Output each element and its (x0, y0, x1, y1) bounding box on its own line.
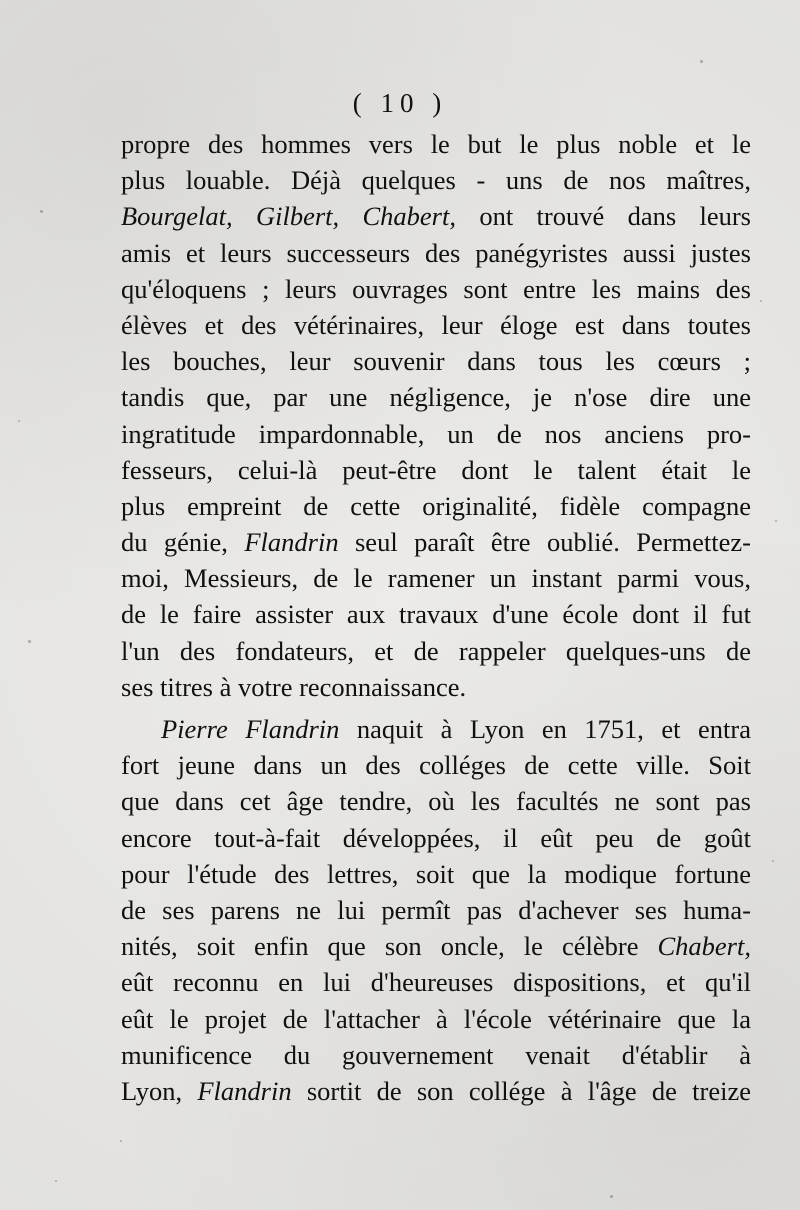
text-segment: naquit à Lyon en 1751, et entra (339, 714, 751, 744)
text-line (121, 271, 751, 307)
text-line (121, 162, 751, 198)
italic-text: Flandrin (197, 1075, 292, 1106)
text-segment: plus empreint de cette originalité, fidèle compagne (121, 490, 751, 521)
text-segment: ingratitude impardonnable, un de nos anciens pro- (121, 418, 751, 449)
text-line (121, 343, 751, 379)
italic-text: Pierre Flandrin (161, 714, 340, 744)
page-number: ( 10 ) (352, 88, 448, 118)
text-segment: eût reconnu en lui d'heureuses dispositions, et qu'il (121, 967, 751, 998)
text-segment: qu'éloquens ; leurs ouvrages sont entre les mains des (121, 273, 751, 304)
text-line (121, 892, 751, 928)
text-segment: de ses parens ne lui permît pas d'achever ses huma- (121, 894, 751, 925)
paper-speck (40, 210, 43, 213)
text-line (121, 560, 751, 596)
text-segment: ses titres à votre reconnaissance. (121, 671, 467, 702)
text-line (121, 928, 751, 964)
text-line (121, 783, 751, 819)
text-segment: seul paraît être oublié. Permettez- (338, 527, 752, 558)
italic-text: Chabert, (657, 931, 751, 962)
text-line (121, 964, 751, 1000)
text-line (121, 1001, 751, 1037)
text-segment: sortit de son collége à l'âge de treize (291, 1075, 751, 1106)
text-line (121, 633, 751, 669)
text-line (121, 669, 751, 705)
text-line (121, 379, 751, 415)
text-segment: tandis que, par une négligence, je n'ose dire une (121, 382, 751, 413)
text-segment: pour l'étude des lettres, soit que la modique fortune (121, 858, 751, 889)
paper-speck (772, 860, 774, 862)
text-line (121, 747, 751, 783)
text-line (121, 488, 751, 524)
text-line (121, 198, 751, 234)
italic-text: Bourgelat, Gilbert, Chabert, (121, 201, 456, 232)
text-segment: les bouches, leur souvenir dans tous les cœurs ; (121, 346, 751, 377)
text-line (121, 235, 751, 271)
text-line (121, 126, 751, 162)
text-segment: encore tout-à-fait développées, il eût peu de goût (121, 822, 751, 853)
text-segment: l'un des fondateurs, et de rappeler quelques-uns de (121, 635, 751, 666)
text-segment: fort jeune dans un des colléges de cette ville. Soit (121, 750, 751, 781)
paper-speck (700, 60, 703, 63)
text-segment: moi, Messieurs, de le ramener un instant parmi vous, (121, 563, 751, 594)
paper-speck (610, 1195, 613, 1198)
paper-speck (28, 640, 31, 643)
paper-speck (760, 300, 762, 302)
text-segment: fesseurs, celui-là peut-être dont le talent était le (121, 454, 751, 485)
text-segment: Lyon, (121, 1075, 198, 1106)
text-segment: du génie, (121, 527, 245, 558)
text-line (121, 1073, 751, 1109)
text-line (121, 856, 751, 892)
text-segment: propre des hommes vers le but le plus noble et le (121, 129, 751, 159)
text-line (121, 307, 751, 343)
text-line (121, 820, 751, 856)
text-segment: nités, soit enfin que son oncle, le célèbre (121, 931, 658, 962)
text-segment: eût le projet de l'attacher à l'école vétérinaire que la (121, 1003, 751, 1034)
text-line (121, 452, 751, 488)
text-line (121, 524, 751, 560)
text-segment: que dans cet âge tendre, où les facultés ne sont pas (121, 786, 751, 817)
text-line (121, 416, 751, 452)
italic-text: Flandrin (244, 527, 339, 558)
paper-speck (775, 520, 777, 522)
text-segment: ont trouvé dans leurs (455, 201, 751, 232)
text-segment: munificence du gouvernement venait d'établir à (121, 1039, 751, 1070)
text-segment: amis et leurs successeurs des panégyristes aussi justes (121, 237, 751, 268)
paper-speck (120, 1140, 122, 1142)
body-text (121, 126, 751, 1109)
text-segment: de le faire assister aux travaux d'une école dont il fut (121, 599, 751, 630)
text-segment: plus louable. Déjà quelques - uns de nos maîtres, (121, 165, 751, 196)
paper-speck (55, 1180, 57, 1182)
text-line (121, 1037, 751, 1073)
text-line (121, 596, 751, 632)
paper-speck (18, 420, 20, 422)
text-line (121, 711, 751, 747)
text-segment: élèves et des vétérinaires, leur éloge est dans toutes (121, 309, 751, 340)
